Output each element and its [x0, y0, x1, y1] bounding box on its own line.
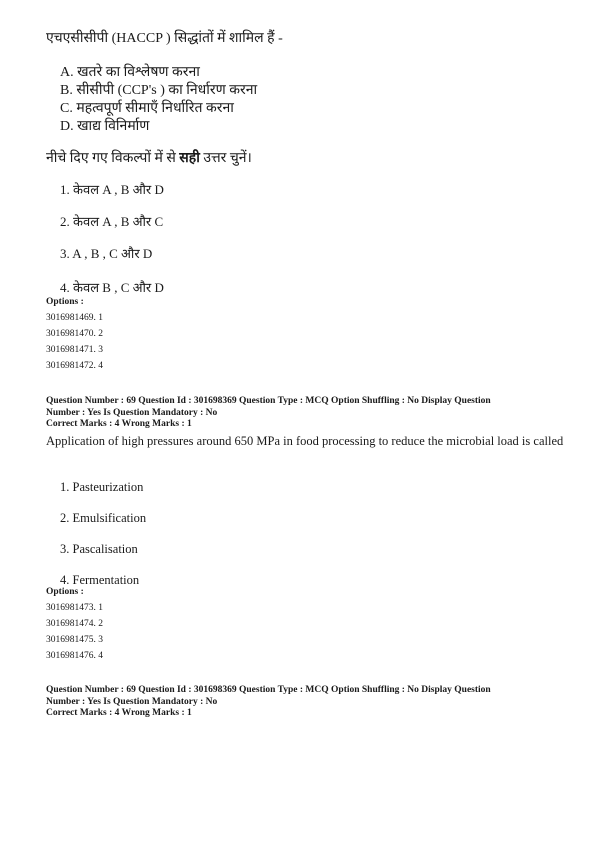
option-id-4: 3016981472. 4: [46, 361, 103, 371]
statement-a: A. खतरे का विश्लेषण करना: [60, 65, 200, 80]
option-id-4: 3016981476. 4: [46, 651, 103, 661]
question-stem: एचएसीसीपी (HACCP ) सिद्धांतों में शामिल हैं -: [46, 31, 283, 46]
statement-d: D. खाद्य विनिर्माण: [60, 119, 150, 134]
options-label: Options :: [46, 587, 84, 597]
marks-info: Correct Marks : 4 Wrong Marks : 1: [46, 419, 192, 429]
statement-c: C. महत्वपूर्ण सीमाएँ निर्धारित करना: [60, 101, 234, 116]
choice-3: 3. A , B , C और D: [60, 246, 153, 261]
choice-2: 2. Emulsification: [60, 511, 147, 525]
question-meta-line1: Question Number : 69 Question Id : 301698369 Question Type : MCQ Option Shuffling : No Display Question: [46, 396, 491, 406]
question-meta: [46, 685, 556, 720]
choice-1: 1. Pasteurization: [60, 480, 144, 494]
choice-3: 3. Pascalisation: [60, 542, 138, 556]
instruction-post: उत्तर चुनें।: [199, 151, 252, 166]
choice-1: 1. केवल A , B और D: [60, 182, 164, 197]
options-label: Options :: [46, 297, 84, 307]
marks-info: Correct Marks : 4 Wrong Marks : 1: [46, 708, 192, 718]
option-id-1: 3016981469. 1: [46, 313, 103, 323]
instruction: [46, 148, 252, 167]
question-meta-line2: Number : Yes Is Question Mandatory : No: [46, 407, 218, 418]
choice-4: 4. Fermentation: [60, 573, 140, 587]
statement-b: B. सीसीपी (CCP's ) का निर्धारण करना: [60, 83, 258, 98]
option-id-2: 3016981474. 2: [46, 619, 103, 629]
question-meta: [46, 396, 556, 431]
instruction-pre: नीचे दिए गए विकल्पों में से: [46, 151, 180, 166]
instruction-bold: सही: [179, 151, 200, 166]
option-id-2: 3016981470. 2: [46, 329, 103, 339]
option-id-3: 3016981475. 3: [46, 635, 103, 645]
option-id-1: 3016981473. 1: [46, 603, 103, 613]
question-text: Application of high pressures around 650 MPa in food processing to reduce the microbial load is called: [46, 434, 564, 448]
question-meta-line1: Question Number : 69 Question Id : 301698369 Question Type : MCQ Option Shuffling : No Display Question: [46, 685, 491, 695]
choice-4: 4. केवल B , C और D: [60, 280, 164, 295]
option-id-3: 3016981471. 3: [46, 345, 103, 355]
choice-2: 2. केवल A , B और C: [60, 214, 164, 229]
question-meta-line2: Number : Yes Is Question Mandatory : No: [46, 696, 218, 707]
